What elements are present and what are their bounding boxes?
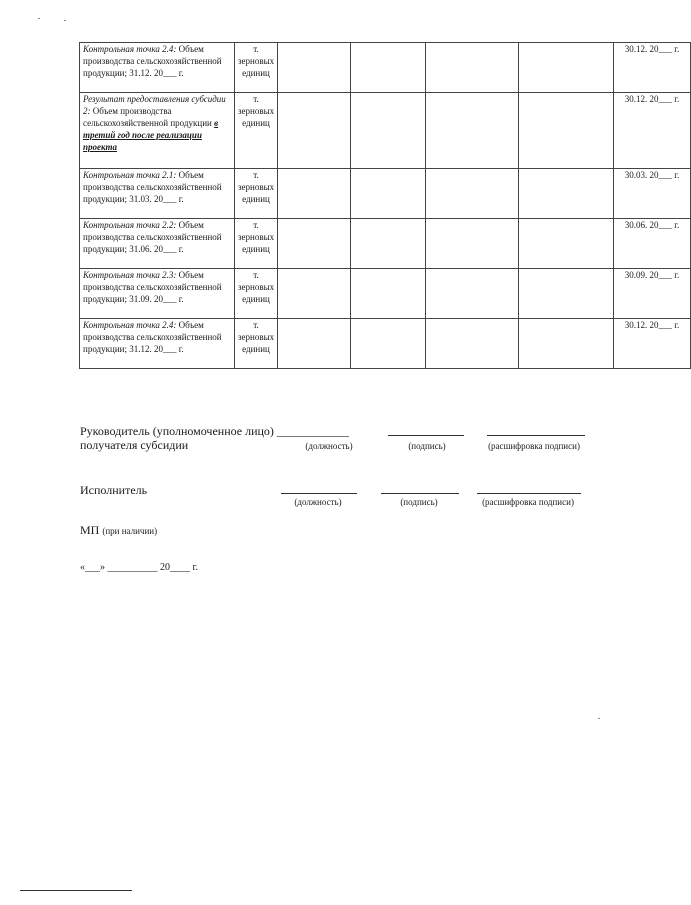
unit-cell: т. зерновых единиц	[235, 43, 278, 93]
scan-speck	[64, 20, 66, 21]
empty-cell	[426, 269, 519, 319]
position-caption: (должность)	[294, 497, 342, 507]
signature-line	[381, 493, 459, 494]
indicator-text: Объем производства сельскохозяйственной продукции; 31.12. 20___ г.	[83, 320, 222, 354]
unit-cell: т. зерновых единиц	[235, 269, 278, 319]
stamp-abbrev: МП	[80, 523, 100, 537]
control-point-label: Контрольная точка 2.2:	[83, 220, 177, 230]
deadline-cell: 30.03. 20___ г.	[614, 169, 691, 219]
indicator-text: Объем производства сельскохозяйственной продукции; 31.03. 20___ г.	[83, 170, 222, 204]
table-row	[80, 169, 691, 219]
stamp-note: (при наличии)	[102, 526, 158, 536]
decoding-caption: (расшифровка подписи)	[482, 497, 574, 507]
control-point-label: Контрольная точка 2.1:	[83, 170, 177, 180]
performer-label: Исполнитель	[80, 483, 148, 497]
empty-cell	[351, 319, 426, 369]
empty-cell	[519, 269, 614, 319]
indicator-period: в третий год после реализации проекта	[83, 118, 219, 152]
deadline-cell: 30.06. 20___ г.	[614, 219, 691, 269]
unit-cell: т. зерновых единиц	[235, 219, 278, 269]
indicator-text: Объем производства сельскохозяйственной продукции; 31.06. 20___ г.	[83, 220, 222, 254]
empty-cell	[278, 93, 351, 169]
indicator-text: Объем производства сельскохозяйственной продукции	[83, 106, 215, 128]
indicator-name-cell	[80, 319, 235, 369]
empty-cell	[278, 219, 351, 269]
unit-cell: т. зерновых единиц	[235, 169, 278, 219]
control-point-label: Контрольная точка 2.4:	[83, 320, 177, 330]
table-row	[80, 43, 691, 93]
deadline-cell: 30.09. 20___ г.	[614, 269, 691, 319]
signature-caption: (подпись)	[408, 441, 446, 451]
control-point-label: Результат предоставления субсидии 2:	[83, 94, 226, 116]
unit-cell: т. зерновых единиц	[235, 93, 278, 169]
empty-cell	[519, 319, 614, 369]
empty-cell	[426, 319, 519, 369]
empty-cell	[519, 93, 614, 169]
indicator-name-cell	[80, 219, 235, 269]
indicator-name-cell	[80, 43, 235, 93]
empty-cell	[426, 93, 519, 169]
table-row	[80, 319, 691, 369]
scan-speck	[38, 18, 40, 19]
indicator-text: Объем производства сельскохозяйственной продукции; 31.09. 20___ г.	[83, 270, 222, 304]
signature-caption: (подпись)	[400, 497, 438, 507]
empty-cell	[351, 219, 426, 269]
empty-cell	[426, 219, 519, 269]
footnote-separator	[20, 890, 132, 891]
empty-cell	[351, 43, 426, 93]
deadline-cell: 30.12. 20___ г.	[614, 93, 691, 169]
empty-cell	[351, 169, 426, 219]
empty-cell	[519, 169, 614, 219]
deadline-cell: 30.12. 20___ г.	[614, 43, 691, 93]
indicator-text: Объем производства сельскохозяйственной продукции; 31.12. 20___ г.	[83, 44, 222, 78]
control-point-label: Контрольная точка 2.4:	[83, 44, 177, 54]
empty-cell	[426, 169, 519, 219]
signature-line	[388, 435, 464, 436]
recipient-label: получателя субсидии	[80, 438, 189, 452]
indicator-name-cell	[80, 169, 235, 219]
control-points-table	[79, 42, 691, 369]
stamp-label	[80, 523, 157, 538]
indicator-name-cell	[80, 93, 235, 169]
empty-cell	[426, 43, 519, 93]
unit-cell: т. зерновых единиц	[235, 319, 278, 369]
indicator-name-cell	[80, 269, 235, 319]
control-point-label: Контрольная точка 2.3:	[83, 270, 177, 280]
position-line	[281, 493, 357, 494]
position-caption: (должность)	[305, 441, 353, 451]
decoding-caption: (расшифровка подписи)	[488, 441, 580, 451]
empty-cell	[278, 43, 351, 93]
decoding-line	[487, 435, 585, 436]
empty-cell	[278, 169, 351, 219]
table-row	[80, 93, 691, 169]
empty-cell	[519, 219, 614, 269]
table-row	[80, 219, 691, 269]
empty-cell	[519, 43, 614, 93]
table-row	[80, 269, 691, 319]
empty-cell	[351, 269, 426, 319]
decoding-line	[477, 493, 581, 494]
scan-speck	[598, 718, 600, 719]
deadline-cell: 30.12. 20___ г.	[614, 319, 691, 369]
empty-cell	[351, 93, 426, 169]
empty-cell	[278, 319, 351, 369]
date-line: «___» __________ 20____ г.	[80, 562, 198, 573]
empty-cell	[278, 269, 351, 319]
head-label: Руководитель (уполномоченное лицо) ____________	[80, 424, 349, 438]
